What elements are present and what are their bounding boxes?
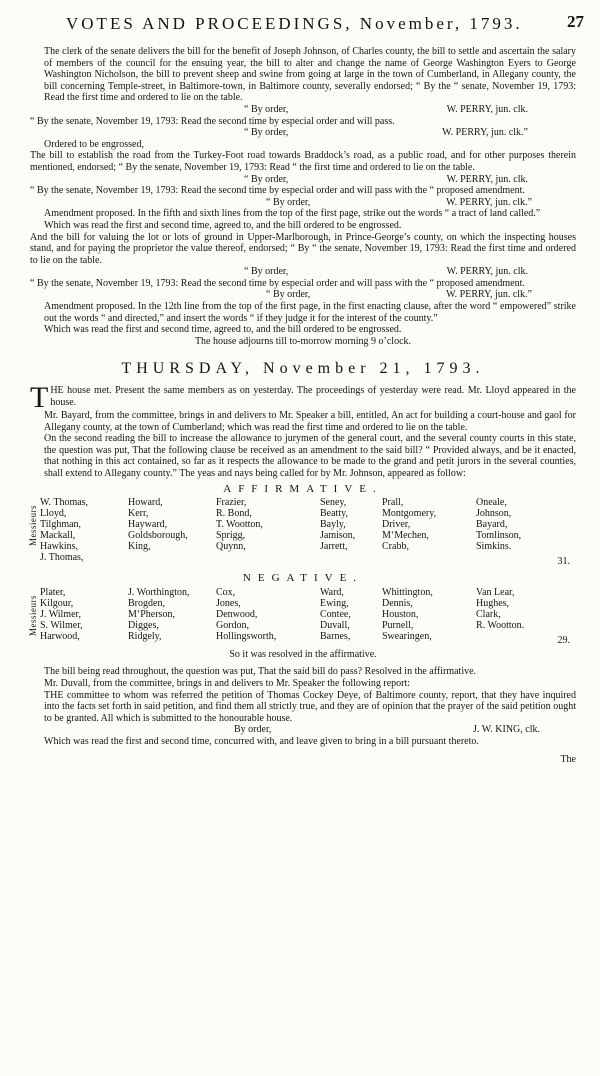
adjournment-line: The house adjourns till to-morrow morning 9 o’clock. (194, 335, 412, 347)
page-number: 27 (567, 12, 584, 31)
paragraph: Ordered to be engrossed, (44, 138, 144, 150)
member-name: Ewing, (320, 597, 349, 609)
member-name: Quynn, (216, 541, 246, 553)
affirmative-column (320, 497, 355, 552)
member-name: Sprigg, (216, 530, 246, 542)
paragraph: The bill to establish the road from the Turkey-Foot road towards Braddock’s road, as a public road, and for other purposes therein mentioned, endorsed; “ By the senate, November 19, 1793: Read “ the first time and ordered to lie on the table. (30, 150, 576, 173)
member-name: Ridgely, (128, 630, 162, 642)
negative-column (40, 587, 83, 642)
member-name: Howard, (128, 497, 163, 509)
member-name: Hughes, (476, 597, 510, 609)
member-name: Bayard, (476, 519, 508, 531)
member-name: Brogden, (128, 597, 165, 609)
member-name: T. Wootton, (216, 519, 263, 531)
paragraph: “ By the senate, November 19, 1793: Read the second time by especial order and will pass with the “ proposed amendment. (30, 277, 525, 289)
member-name: Oneale, (476, 497, 507, 509)
member-name: Beatty, (320, 508, 348, 520)
member-name: W. Thomas, (40, 497, 89, 509)
paragraph: “ By the senate, November 19, 1793: Read the second time by especial order and will pass. (30, 115, 395, 127)
member-name: Plater, (40, 586, 66, 598)
member-name: Whittington, (382, 586, 433, 598)
negative-column (216, 587, 276, 642)
member-name: Jones, (216, 597, 241, 609)
resolution-line: So it was resolved in the affirmative. (229, 648, 377, 660)
member-name: Driver, (382, 519, 411, 531)
affirmative-column (128, 497, 188, 552)
signature-label: “ By order, (244, 173, 289, 185)
member-name: Lloyd, (40, 508, 67, 520)
paragraph: Mr. Duvall, from the committee, brings in and delivers to Mr. Speaker the following report: (44, 677, 411, 689)
member-name: Kerr, (128, 508, 149, 520)
member-name: M‘Mechen, (382, 530, 429, 542)
signature-line (30, 104, 576, 116)
member-name: Digges, (128, 619, 159, 631)
member-name: King, (128, 541, 151, 553)
page-header (0, 8, 600, 34)
messieurs-label: Messieurs (28, 505, 38, 547)
affirmative-column (382, 497, 436, 552)
member-name: Tomlinson, (476, 530, 522, 542)
opening-paragraph (30, 381, 576, 415)
member-name: Crabb, (382, 541, 409, 553)
member-name: Duvall, (320, 619, 350, 631)
affirmative-heading: AFFIRMATIVE. (223, 482, 383, 495)
paragraph: Which was read the first and second time, agreed to, and the bill ordered to be engrossed. (44, 324, 402, 336)
member-name: Houston, (382, 608, 419, 620)
member-name: Mackall, (40, 530, 76, 542)
member-name: Frazier, (216, 497, 247, 509)
member-name: Van Lear, (476, 586, 515, 598)
running-title: VOTES AND PROCEEDINGS, November, 1793. (66, 14, 523, 33)
member-name: J. Wilmer, (40, 608, 81, 620)
member-name: Denwood, (216, 608, 258, 620)
signature-line (30, 266, 576, 278)
signature-label: By order, (234, 724, 272, 736)
member-name: Hollingsworth, (216, 630, 277, 642)
member-name: Bayly, (320, 519, 346, 531)
member-name: Hawkins, (40, 541, 79, 553)
signature-name: W. PERRY, jun. clk.” (442, 127, 528, 139)
negative-total: 29. (557, 635, 570, 647)
paragraph: Mr. Bayard, from the committee, brings in and delivers to Mr. Speaker a bill, entitled, An act for building a court-house and gaol for Allegany county, at the town of Cumberland; which was read the first time and ordered to lie on the table. (44, 410, 576, 433)
paragraph: On the second reading the bill to increase the allowance to jurymen of the general court, and the several county courts in this state, the question was put, That the following clause be received as an amendment to the said bill? “ Provided always, and be it enacted, that nothing in this act contained, so far as it respects the allowance to be made to the grand and petit jurors in the several counties, shall extend to Allegany county.” The yeas and nays being called for by Mr. Johnson, appeared as follow: (44, 433, 576, 479)
paragraph: “ By the senate, November 19, 1793: Read the second time by especial order and will pass with the “ proposed amendment. (30, 185, 525, 197)
member-name: Barnes, (320, 630, 351, 642)
signature-line (30, 724, 576, 736)
affirmative-column (216, 497, 263, 552)
member-name: J. Thomas, (40, 552, 84, 564)
page-body (30, 46, 576, 765)
member-name: Hayward, (128, 519, 168, 531)
signature-name: W. PERRY, jun. clk. (446, 103, 528, 115)
member-name: R. Wootton. (476, 619, 525, 631)
negative-column (382, 587, 433, 642)
member-name: Gordon, (216, 619, 250, 631)
signature-label: “ By order, (244, 127, 289, 139)
paragraph: HE house met. Present the same members as on yesterday. The proceedings of yesterday were read. Mr. Lloyd appeared in the house. (50, 385, 576, 408)
member-name: Dennis, (382, 597, 413, 609)
member-name: Clark, (476, 608, 501, 620)
negative-column (476, 587, 524, 631)
member-name: Harwood, (40, 630, 80, 642)
paragraph: Which was read the first and second time, concurred with, and leave given to bring in a bill pursuant thereto. (44, 735, 479, 747)
signature-label: “ By order, (244, 266, 289, 278)
member-name: Swearingen, (382, 630, 432, 642)
signature-label: “ By order, (244, 103, 289, 115)
member-name: Prall, (382, 497, 404, 509)
affirmative-votes (30, 497, 576, 569)
signature-line (30, 289, 576, 301)
paragraph: Amendment proposed. In the fifth and sixth lines from the top of the first page, strike out the words “ a tract of land called.” (44, 208, 541, 220)
drop-cap: T (30, 381, 49, 415)
member-name: J. Worthington, (128, 586, 190, 598)
signature-line (30, 174, 576, 186)
negative-column (128, 587, 190, 642)
signature-label: “ By order, (266, 289, 311, 301)
signature-label: “ By order, (266, 196, 311, 208)
signature-name: W. PERRY, jun. clk.” (446, 289, 532, 301)
negative-column (320, 587, 351, 642)
member-name: Jarrett, (320, 541, 348, 553)
member-name: Contee, (320, 608, 351, 620)
paragraph: The clerk of the senate delivers the bill for the benefit of Joseph Johnson, of Charles county, the bill to settle and ascertain the salary of members of the council for the ensuing year, the bill to alter and change the name of George Washington Eyers to George Washington Nicholson, the bill to prevent sheep and swine from going at large in the town of Cumberland, in Allegany county, the bill concerning Temple-street, in Baltimore-town, in Baltimore county, severally endorsed; “ By the “ senate, November 19, 1793: Read the first time and ordered to lie on the table. (44, 46, 576, 104)
catchword: The (560, 753, 576, 765)
member-name: Ward, (320, 586, 344, 598)
member-name: S. Wilmer, (40, 619, 83, 631)
signature-name: J. W. KING, clk. (473, 724, 540, 736)
member-name: Purnell, (382, 619, 414, 631)
affirmative-column (40, 497, 88, 563)
member-name: Johnson, (476, 508, 512, 520)
member-name: Jamison, (320, 530, 356, 542)
signature-line (30, 197, 576, 209)
member-name: Montgomery, (382, 508, 437, 520)
member-name: Seney, (320, 497, 347, 509)
negative-votes (30, 587, 576, 649)
paragraph: Amendment proposed. In the 12th line from the top of the first page, in the first enacting clause, after the word “ empowered” strike out the words “ and directed,” and insert the words “ if they judge it for the interest of the county.” (44, 301, 576, 324)
member-name: Tilghman, (40, 519, 82, 531)
member-name: M‘Pherson, (128, 608, 175, 620)
member-name: Goldsborough, (128, 530, 188, 542)
negative-heading: NEGATIVE. (242, 572, 364, 585)
day-heading: THURSDAY, November 21, 1793. (121, 360, 485, 378)
affirmative-total: 31. (557, 555, 570, 567)
affirmative-column (476, 497, 521, 552)
signature-name: W. PERRY, jun. clk.” (446, 196, 532, 208)
messieurs-label: Messieurs (28, 594, 38, 636)
paragraph: And the bill for valuing the lot or lots of ground in Upper-Marlborough, in Prince-George’s county, on which the inspecting houses stand, and for paying the proprietor the value thereof, endorsed; “ By “ the senate, November 19, 1793: Read the first time and ordered to lie on the table. (30, 231, 576, 266)
member-name: Simkins. (476, 541, 512, 553)
paragraph: Which was read the first and second time, agreed to, and the bill ordered to be engrossed. (44, 219, 402, 231)
paragraph: THE committee to whom was referred the petition of Thomas Cockey Deye, of Baltimore county, report, that they have inquired into the facts set forth in said petition, and find them all strictly true, and they are of opinion that the prayer of the said petition ought to be granted. All which is submitted to the honourable house. (44, 689, 576, 724)
member-name: Kilgour, (40, 597, 74, 609)
member-name: Cox, (216, 586, 236, 598)
paragraph: The bill being read throughout, the question was put, That the said bill do pass? Resolved in the affirmative. (44, 666, 477, 678)
signature-name: W. PERRY, jun. clk. (446, 173, 528, 185)
member-name: R. Bond, (216, 508, 252, 520)
signature-name: W. PERRY, jun. clk. (446, 266, 528, 278)
signature-line (30, 127, 576, 139)
